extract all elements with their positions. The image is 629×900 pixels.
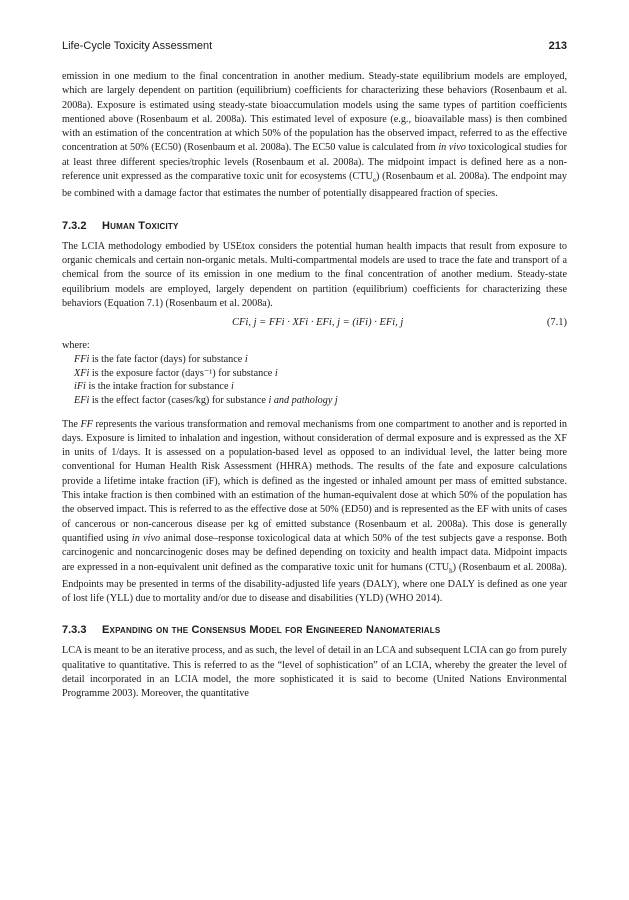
spacer [62,408,567,418]
text-run: ) (Rosenbaum et al. 2008a). Endpoints may be presented in terms of the disability-adjusted life years (DALY), where one DALY is defined as one year of lost life (YLL) due to mortality and/or due to disease and disabilities (YLD) (WHO 2014). [62,561,567,605]
equation-expression: CFi, j = FFi · XFi · EFi, j = (iFi) · EFi, j [232,317,404,329]
italic-run: in vivo [438,142,466,154]
def-symbol: EFi [74,394,90,406]
text-run: toxicological studies for at least three different species/trophic levels (Rosenbaum et al. 2008a). The midpoint impact is defined here as a non-reference unit expressed as the comparative toxic unit for ecosystems (CTU [62,142,567,183]
def-text: is the fate factor (days) for substance [89,354,245,366]
definition-item [74,380,567,394]
section-heading-7-3-2 [62,220,567,232]
subscript: e [372,176,376,185]
def-var: i and pathology j [268,394,338,406]
page-content [62,70,567,702]
def-var: i [274,367,278,379]
def-symbol: FFi [74,354,90,366]
text-run: ) (Rosenbaum et al. 2008a). The endpoint may be combined with a damage factor that estimates the number of potentially disappeared fraction of species. [62,171,567,200]
equation-7-1 [62,315,567,335]
def-text: is the exposure factor (days⁻¹) for substance [89,367,275,379]
section-title: Human Toxicity [102,219,179,232]
def-text: is the intake fraction for substance [85,381,232,393]
running-title: Life-Cycle Toxicity Assessment [62,40,213,52]
section-number: 7.3.3 [62,624,87,637]
section-number: 7.3.2 [62,219,87,232]
def-text: is the effect factor (cases/kg) for substance [89,394,269,406]
section-heading-7-3-3 [62,624,567,636]
italic-run: FF [80,418,93,430]
paragraph-fate-exposure [62,418,567,607]
text-run: represents the various transformation and removal mechanisms from one compartment to another and is reported in days. Exposure is limited to inhalation and ingestion, without consideration of dermal exposure and is expressed as the XF in units of 1/days. It is assessed on a population-based level as opposed to an individual level, the latter being more conventional for Human Health Risk Assessment (HHRA) methods. The results of the fate and exposure calculations provide a lifetime intake fraction (iF), which is defined as the ingested or inhaled amount per mass of emitted substance. This intake fraction is then combined with an estimation of the human-equivalent dose at which 50% of the population has the observed impact. This is referred to as the effective dose at 50% (ED50) and is represented as the EF with units of cases of cancerous or non-cancerous disease per kg of emitted substance (Rosenbaum et al. 2008a). This dose is generally quantified using [62,418,567,544]
italic-run: in vivo [131,532,161,544]
paragraph-intro [62,70,567,202]
definition-item [74,367,567,381]
def-var: i [244,354,248,366]
section-title: Expanding on the Consensus Model for Engineered Nanomaterials [102,624,441,637]
text-run: emission in one medium to the final concentration in another medium. Steady-state equilibrium models are employed, which are largely dependent on partition (equilibrium) coefficients for characterizing these behaviors (Rosenbaum et al. 2008a). Exposure is estimated using steady-state bioaccumulation models using the same types of partition coefficients mentioned above (Rosenbaum et al. 2008a). This estimated level of exposure (e.g., bioavailable mass) is then combined with an estimation of the concentration at which 50% of the population has the observed impact, referred to as the effective concentration at 50% (EC50) (Rosenbaum et al. 2008a). The EC50 value is calculated from [62,71,567,154]
def-symbol: iFi [74,381,86,393]
text-run: animal dose–response toxicological data at which 50% of the test subjects gave a response. Both carcinogenic and noncarcinogenic doses may be defined depending on toxicity and health impact data. Midpoint impacts are expressed in a non-equivalent unit defined as the comparative toxic unit for humans (CTU [62,532,567,573]
def-var: i [231,381,234,393]
def-symbol: XFi [74,367,90,379]
paragraph-human-toxicity: The LCIA methodology embodied by USEtox considers the potential human health impacts that result from exposure to organic chemicals and certain non-organic metals. Multi-compartmental models are used to trace the fate and transport of a chemical from the source of its emission in one medium to the final concentration of another medium. Steady-state equilibrium models are employed, largely dependent on partition (equilibrium) coefficients for characterizing these behaviors (Equation 7.1) (Rosenbaum et al. 2008a). [62,240,567,309]
where-label: where: [62,340,90,352]
definition-list [74,353,567,407]
definition-item [74,394,567,408]
page-number: 213 [548,40,567,52]
subscript: h [449,566,453,575]
equation-number: (7.1) [546,317,567,329]
text-run: The [62,418,81,430]
paragraph-consensus-model: LCA is meant to be an iterative process, and as such, the level of detail in an LCA and subsequent LCIA can go from purely qualitative to quantitative. This is referred to as the “level of sophistication” of an LCIA, whereby the greater the level of detail incorporated in an LCIA model, the more sophisticated it is said to become (United Nations Environmental Programme 2003). Moreover, the quantitative [62,645,567,700]
definition-item [74,353,567,367]
running-head [62,40,567,56]
